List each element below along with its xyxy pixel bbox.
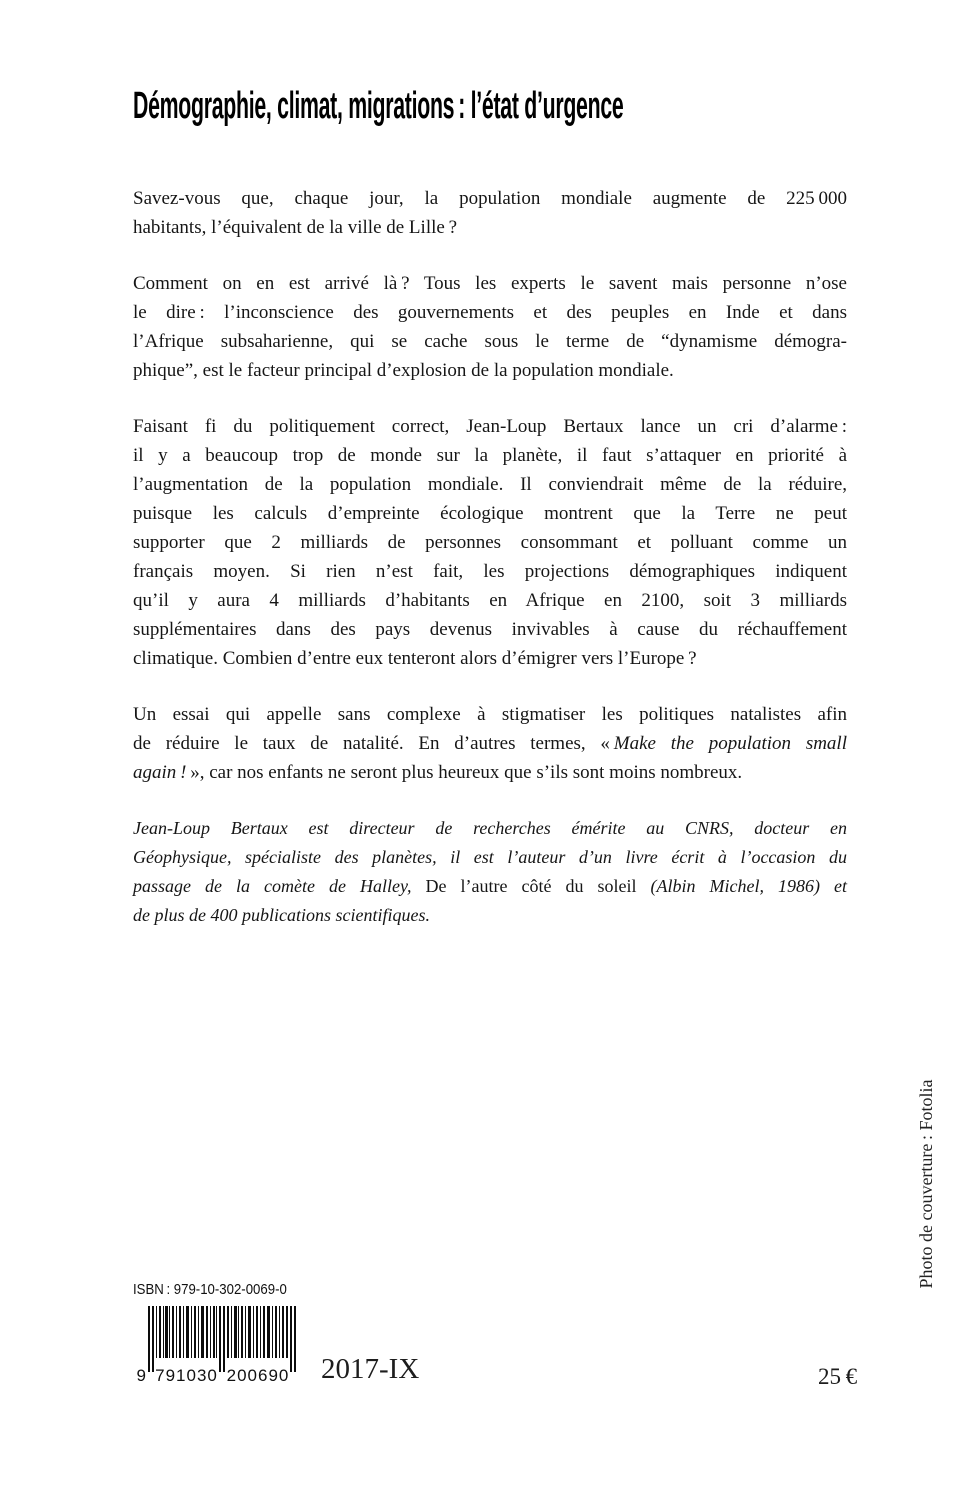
book-reference-title: De l’autre côté du soleil bbox=[425, 876, 651, 896]
paragraph-3 bbox=[133, 412, 847, 673]
text-line bbox=[133, 729, 847, 758]
text-run: le dire : l’inconscience des gouvernements et des peuples en Inde et dans bbox=[133, 302, 847, 323]
text-run: de réduire le taux de natalité. En d’autres termes, « bbox=[133, 733, 614, 754]
paragraph-4 bbox=[133, 700, 847, 787]
text-run: qu’il y aura 4 milliards d’habitants en Afrique en 2100, soit 3 milliards bbox=[133, 590, 847, 611]
cover-text-block bbox=[133, 84, 847, 957]
isbn-label: ISBN : 979-10-302-0069-0 bbox=[133, 1281, 287, 1298]
text-line bbox=[133, 901, 847, 930]
text-line bbox=[133, 412, 847, 441]
text-run: phique”, est le facteur principal d’explosion de la population mondiale. bbox=[133, 360, 674, 381]
text-line bbox=[133, 184, 847, 213]
barcode-digit-group2: 200690 bbox=[226, 1366, 290, 1385]
text-line bbox=[133, 327, 847, 356]
text-run: l’Afrique subsaharienne, qui se cache sous le terme de “dynamisme démogra- bbox=[133, 331, 847, 352]
text-line bbox=[133, 441, 847, 470]
text-run-italic: (Albin Michel, 1986) et bbox=[650, 876, 848, 896]
text-run: Un essai qui appelle sans complexe à stigmatiser les politiques natalistes afin bbox=[133, 704, 847, 725]
text-line bbox=[133, 499, 847, 528]
text-line bbox=[133, 470, 847, 499]
text-line bbox=[133, 269, 847, 298]
text-run-italic: Make the population small bbox=[613, 733, 847, 754]
text-line bbox=[133, 615, 847, 644]
text-line bbox=[133, 700, 847, 729]
text-line bbox=[133, 298, 847, 327]
barcode-digit-group1: 791030 bbox=[155, 1366, 218, 1385]
text-run: puisque les calculs d’empreinte écologique montrent que la Terre ne peut bbox=[133, 503, 847, 524]
text-run: Comment on en est arrivé là ? Tous les experts le savent mais personne n’ose bbox=[133, 273, 847, 294]
edition-code: 2017-IX bbox=[321, 1353, 420, 1385]
text-run: l’augmentation de la population mondiale. Il conviendrait même de la réduire, bbox=[133, 474, 847, 495]
text-run-italic: again ! bbox=[133, 762, 191, 783]
text-run: habitants, l’équivalent de la ville de Lille ? bbox=[133, 217, 458, 238]
text-run-italic: Géophysique, spécialiste des planètes, il est l’auteur d’un livre écrit à l’occasion du bbox=[133, 847, 847, 867]
text-run: supplémentaires dans des pays devenus invivables à cause du réchauffement bbox=[133, 619, 847, 640]
paragraph-2 bbox=[133, 269, 847, 385]
text-line bbox=[133, 758, 847, 787]
text-line bbox=[133, 356, 847, 385]
text-run-italic: passage de la comète de Halley, bbox=[133, 876, 426, 896]
text-line bbox=[133, 843, 847, 872]
text-run: », car nos enfants ne seront plus heureux que s’ils sont moins nombreux. bbox=[190, 762, 743, 783]
text-run-italic: Jean-Loup Bertaux est directeur de recherches émérite au CNRS, docteur en bbox=[133, 818, 847, 838]
text-run: français moyen. Si rien n’est fait, les projections démographiques indiquent bbox=[133, 561, 847, 582]
photo-credit: Photo de couverture : Fotolia bbox=[916, 1079, 936, 1289]
text-line bbox=[133, 586, 847, 615]
barcode bbox=[136, 1306, 298, 1386]
text-run: il y a beaucoup trop de monde sur la planète, il faut s’attaquer en priorité à bbox=[133, 445, 847, 466]
text-line bbox=[133, 814, 847, 843]
text-run-italic: de plus de 400 publications scientifiques. bbox=[133, 905, 430, 925]
text-line bbox=[133, 872, 847, 901]
text-line bbox=[133, 213, 847, 242]
text-line bbox=[133, 557, 847, 586]
text-run: supporter que 2 milliards de personnes consommant et polluant comme un bbox=[133, 532, 847, 553]
author-bio-paragraph bbox=[133, 814, 847, 930]
book-title: Démographie, climat, migrations : l’état d’urgence bbox=[133, 85, 624, 127]
paragraph-1 bbox=[133, 184, 847, 242]
text-line bbox=[133, 644, 847, 673]
text-line bbox=[133, 528, 847, 557]
price-label: 25 € bbox=[818, 1364, 858, 1389]
text-run: climatique. Combien d’entre eux tenteront alors d’émigrer vers l’Europe ? bbox=[133, 648, 697, 669]
text-run: Savez-vous que, chaque jour, la population mondiale augmente de 225 000 bbox=[133, 188, 847, 209]
barcode-digit-first: 9 bbox=[136, 1366, 146, 1385]
text-run: Faisant fi du politiquement correct, Jean-Loup Bertaux lance un cri d’alarme : bbox=[133, 416, 847, 437]
